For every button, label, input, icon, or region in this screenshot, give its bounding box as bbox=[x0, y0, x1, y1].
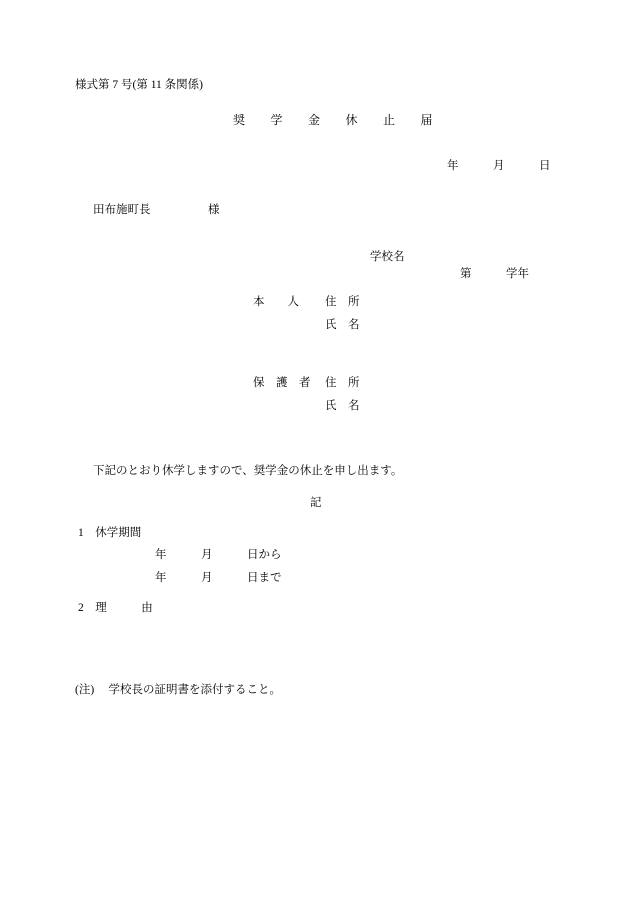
footnote: (注) 学校長の証明書を添付すること。 bbox=[75, 684, 282, 696]
self-label: 本 人 bbox=[253, 296, 299, 308]
document-title: 奨 学 金 休 止 届 bbox=[233, 113, 434, 127]
addressee-line: 田布施町長 様 bbox=[93, 204, 220, 216]
self-name-label: 氏 名 bbox=[325, 319, 360, 331]
item-1-to: 年 月 日まで bbox=[155, 572, 282, 584]
school-name-label: 学校名 bbox=[370, 251, 405, 263]
guardian-address-label: 住 所 bbox=[325, 377, 360, 389]
grade-label: 第 学年 bbox=[460, 268, 529, 280]
item-2-label: 2 理 由 bbox=[78, 602, 153, 614]
body-statement: 下記のとおり休学しますので、奨学金の休止を申し出ます。 bbox=[93, 465, 403, 477]
guardian-name-label: 氏 名 bbox=[325, 400, 360, 412]
guardian-label: 保 護 者 bbox=[253, 377, 311, 389]
item-1-from: 年 月 日から bbox=[155, 549, 282, 561]
date-line: 年 月 日 bbox=[447, 160, 551, 172]
ki-mark: 記 bbox=[310, 497, 322, 509]
self-address-label: 住 所 bbox=[325, 296, 360, 308]
form-number: 様式第 7 号(第 11 条関係) bbox=[75, 79, 203, 91]
item-1-label: 1 休学期間 bbox=[78, 527, 142, 539]
